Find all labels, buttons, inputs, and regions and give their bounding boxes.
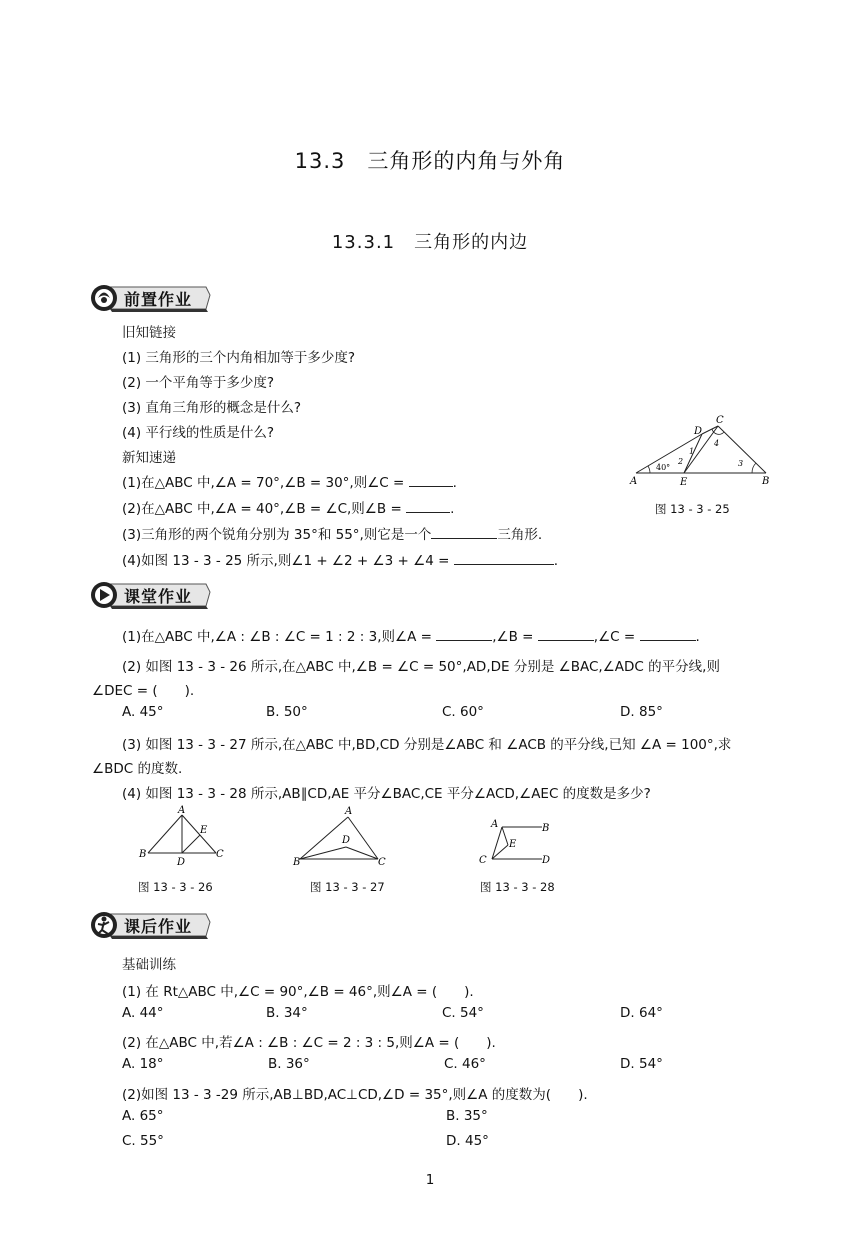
- pre-question-2: (2) 一个平角等于多少度?: [122, 375, 275, 391]
- new-question-3-end: 三角形.: [497, 527, 543, 543]
- fig27-label-A: A: [345, 806, 353, 817]
- fig26-label-C: C: [216, 849, 224, 860]
- after-question-2-option-c[interactable]: C. 46°: [444, 1056, 486, 1072]
- class-question-3-line-2: ∠BDC 的度数.: [92, 761, 183, 777]
- new-question-2: [122, 497, 454, 517]
- section-banner-after: [88, 908, 212, 942]
- figure-13-3-28-caption: 图 13 - 3 - 28: [480, 880, 555, 894]
- new-question-2-text: (2)在△ABC 中,∠A = 40°,∠B = ∠C,则∠B =: [122, 501, 407, 517]
- new-question-1-text: (1)在△ABC 中,∠A = 70°,∠B = 30°,则∠C =: [122, 475, 409, 491]
- new-question-4-text: (4)如图 13 - 3 - 25 所示,则∠1 + ∠2 + ∠3 + ∠4 =: [122, 553, 454, 569]
- class-question-2-option-d[interactable]: D. 85°: [620, 704, 663, 720]
- fig25-label-E: E: [680, 477, 688, 488]
- new-question-1-end: .: [452, 475, 457, 491]
- figure-13-3-28: [474, 811, 558, 871]
- after-question-2: (2) 在△ABC 中,若∠A : ∠B : ∠C = 2 : 3 : 5,则∠A = ( ).: [122, 1035, 496, 1051]
- class-question-2-option-a[interactable]: A. 45°: [122, 704, 164, 720]
- fig25-label-1: 1: [689, 447, 695, 456]
- class-question-1-text-b: ,∠B =: [492, 629, 538, 645]
- after-question-3-option-a[interactable]: A. 65°: [122, 1108, 164, 1124]
- class-question-1: [122, 625, 700, 645]
- page-title: 13.3 三角形的内角与外角: [294, 149, 566, 173]
- after-heading: 基础训练: [122, 957, 176, 973]
- answer-blank[interactable]: [538, 627, 594, 641]
- answer-blank[interactable]: [640, 627, 696, 641]
- figure-13-3-27-caption: 图 13 - 3 - 27: [310, 880, 385, 894]
- after-question-3: (2)如图 13 - 3 -29 所示,AB⊥BD,AC⊥CD,∠D = 35°,则∠A 的度数为( ).: [122, 1087, 588, 1103]
- after-question-3-option-d[interactable]: D. 45°: [446, 1133, 489, 1149]
- section-banner-class: [88, 578, 212, 612]
- fig28-label-D: D: [542, 855, 551, 866]
- answer-blank[interactable]: [406, 499, 450, 513]
- after-question-3-option-b[interactable]: B. 35°: [446, 1108, 488, 1124]
- class-question-1-text: (1)在△ABC 中,∠A : ∠B : ∠C = 1 : 2 : 3,则∠A =: [122, 629, 437, 645]
- fig28-label-B: B: [542, 823, 550, 834]
- new-question-3: [122, 523, 542, 543]
- new-heading: 新知速递: [122, 450, 176, 466]
- fig26-label-E: E: [200, 825, 208, 836]
- new-question-3-text: (3)三角形的两个锐角分别为 35°和 55°,则它是一个: [122, 527, 432, 543]
- class-question-2-option-c[interactable]: C. 60°: [442, 704, 484, 720]
- fig26-label-A: A: [178, 805, 186, 816]
- answer-blank[interactable]: [454, 551, 554, 565]
- figure-13-3-26-caption: 图 13 - 3 - 26: [138, 880, 213, 894]
- pre-question-1: (1) 三角形的三个内角相加等于多少度?: [122, 350, 356, 366]
- pre-question-4: (4) 平行线的性质是什么?: [122, 425, 275, 441]
- new-question-4: [122, 549, 558, 569]
- class-question-1-end: .: [695, 629, 700, 645]
- after-question-1-option-d[interactable]: D. 64°: [620, 1005, 663, 1021]
- after-question-1-option-c[interactable]: C. 54°: [442, 1005, 484, 1021]
- after-question-2-option-d[interactable]: D. 54°: [620, 1056, 663, 1072]
- banner-after-label: 课后作业: [124, 917, 193, 936]
- after-question-1-option-b[interactable]: B. 34°: [266, 1005, 308, 1021]
- banner-pre-label: 前置作业: [124, 290, 193, 309]
- answer-blank[interactable]: [436, 627, 492, 641]
- after-question-1-option-a[interactable]: A. 44°: [122, 1005, 164, 1021]
- fig25-angle-label: 40°: [656, 463, 671, 472]
- fig25-label-D: D: [694, 426, 703, 437]
- review-heading: 旧知链接: [122, 325, 176, 341]
- fig25-label-3: 3: [738, 459, 744, 468]
- figure-13-3-26: [136, 803, 228, 869]
- after-question-3-option-c[interactable]: C. 55°: [122, 1133, 164, 1149]
- class-question-2-line-1: (2) 如图 13 - 3 - 26 所示,在△ABC 中,∠B = ∠C = 50°,AD,DE 分别是 ∠BAC,∠ADC 的平分线,则: [122, 659, 720, 675]
- pre-question-3: (3) 直角三角形的概念是什么?: [122, 400, 302, 416]
- fig26-label-B: B: [139, 849, 147, 860]
- new-question-4-end: .: [553, 553, 558, 569]
- fig25-label-C: C: [716, 415, 724, 426]
- fig25-label-B: B: [762, 476, 770, 487]
- fig25-label-2: 2: [678, 457, 684, 466]
- page-number: 1: [425, 1172, 435, 1188]
- figure-13-3-25: [628, 414, 774, 492]
- fig27-label-B: B: [293, 857, 301, 868]
- class-question-3-line-1: (3) 如图 13 - 3 - 27 所示,在△ABC 中,BD,CD 分别是∠ABC 和 ∠ACB 的平分线,已知 ∠A = 100°,求: [122, 737, 732, 753]
- fig28-label-A: A: [491, 819, 499, 830]
- after-question-2-option-a[interactable]: A. 18°: [122, 1056, 164, 1072]
- fig27-label-C: C: [378, 857, 386, 868]
- fig28-label-E: E: [509, 839, 517, 850]
- class-question-4: (4) 如图 13 - 3 - 28 所示,AB∥CD,AE 平分∠BAC,CE 平分∠ACD,∠AEC 的度数是多少?: [122, 786, 651, 802]
- class-question-2-option-b[interactable]: B. 50°: [266, 704, 308, 720]
- section-banner-pre: [88, 281, 212, 315]
- fig25-label-4: 4: [714, 439, 720, 448]
- page-subtitle: 13.3.1 三角形的内边: [331, 232, 529, 253]
- fig26-label-D: D: [177, 857, 186, 868]
- banner-class-label: 课堂作业: [124, 587, 193, 606]
- answer-blank[interactable]: [409, 473, 453, 487]
- class-question-1-text-c: ,∠C =: [593, 629, 640, 645]
- fig28-label-C: C: [479, 855, 487, 866]
- after-question-2-option-b[interactable]: B. 36°: [268, 1056, 310, 1072]
- class-question-2-line-2: ∠DEC = ( ).: [92, 683, 195, 699]
- new-question-2-end: .: [450, 501, 455, 517]
- fig27-label-D: D: [342, 835, 351, 846]
- figure-13-3-27: [292, 803, 392, 869]
- answer-blank[interactable]: [431, 525, 497, 539]
- new-question-1: [122, 471, 457, 491]
- after-question-1: (1) 在 Rt△ABC 中,∠C = 90°,∠B = 46°,则∠A = ( ).: [122, 984, 474, 1000]
- fig25-label-A: A: [630, 476, 638, 487]
- figure-13-3-25-caption: 图 13 - 3 - 25: [655, 502, 730, 516]
